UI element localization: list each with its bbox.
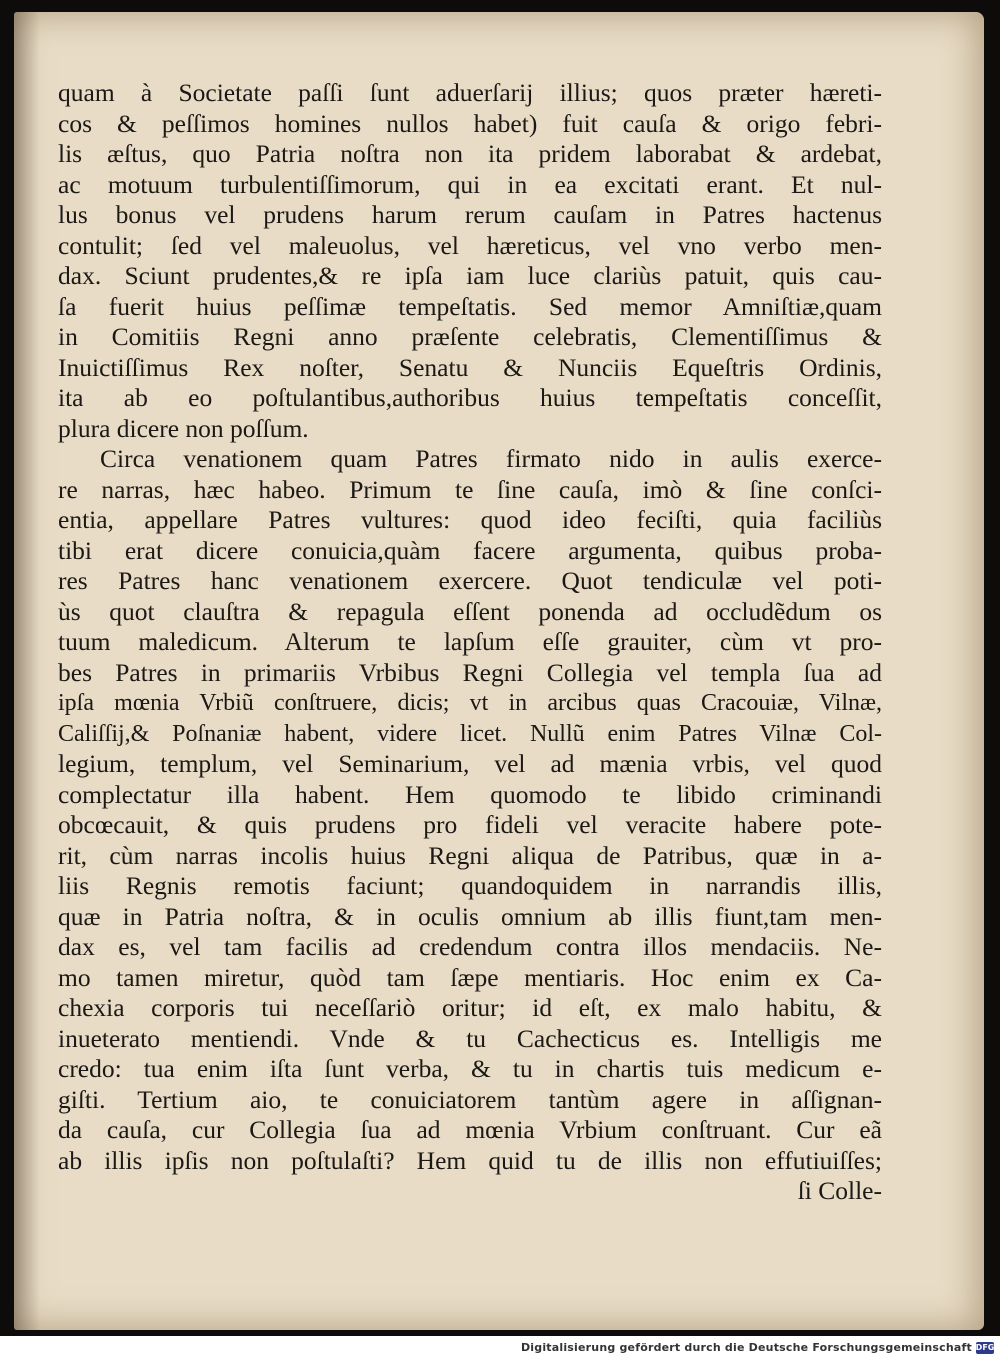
text-line: ac motuum turbulentiſſimorum, qui in ea excitati erant. Et nul- — [58, 169, 882, 199]
text-line: Caliſſij,& Poſnaniæ habent, videre licet. Nullũ enim Patres Vilnæ Col- — [58, 720, 882, 747]
text-line: Inuictiſſimus Rex noſter, Senatu & Nunciis Equeſtris Ordinis, — [58, 352, 882, 382]
text-line: rit, cùm narras incolis huius Regni aliqua de Patribus, quæ in a- — [58, 840, 882, 870]
text-line: lis æſtus, quo Patria noſtra non ita pridem laborabat & ardebat, — [58, 139, 882, 168]
text-line: contulit; ſed vel maleuolus, vel hæreticus, vel vno verbo men- — [58, 230, 882, 260]
text-line: ſa fuerit huius peſſimæ tempeſtatis. Sed memor Amniſtiæ,quam — [58, 291, 882, 321]
catchword: ſi Colle- — [797, 1176, 882, 1205]
text-line: plura dicere non poſſum. — [58, 413, 309, 443]
text-line: Circa venationem quam Patres firmato nido in aulis exerce- — [100, 444, 882, 473]
text-line: obcœcauit, & quis prudens pro fideli vel veracite habere pote- — [58, 810, 882, 839]
text-line: ipſa mœnia Vrbiũ conſtruere, dicis; vt in arcibus quas Cracouiæ, Vilnæ, — [58, 690, 882, 716]
text-line: quæ in Patria noſtra, & in oculis omnium ab illis fiunt,tam men- — [58, 901, 882, 931]
text-line: tuum maledicum. Alterum te lapſum eſſe grauiter, cùm vt pro- — [58, 627, 882, 656]
text-line: dax es, vel tam facilis ad credendum contra illos mendaciis. Ne- — [58, 932, 882, 961]
text-line: mo tamen miretur, quòd tam ſæpe mentiaris. Hoc enim ex Ca- — [58, 962, 882, 992]
text-line: quam à Societate paſſi ſunt aduerſarij illius; quos præter hæreti- — [58, 78, 882, 107]
text-line: complectatur illa habent. Hem quomodo te libido criminandi — [58, 779, 882, 809]
text-line: res Patres hanc venationem exercere. Quot tendiculæ vel poti- — [58, 566, 882, 595]
text-line: liis Regnis remotis faciunt; quandoquidem in narrandis illis, — [58, 871, 882, 900]
digitization-footer — [0, 1336, 1000, 1359]
text-line: legium, templum, vel Seminarium, vel ad mænia vrbis, vel quod — [58, 749, 882, 778]
text-line: re narras, hæc habeo. Primum te ſine cauſa, imò & ſine conſci- — [58, 474, 882, 504]
text-line: credo: tua enim iſta ſunt verba, & tu in chartis tuis medicum e- — [58, 1054, 882, 1083]
text-line: ita ab eo poſtulantibus,authoribus huius tempeſtatis conceſſit, — [58, 383, 882, 412]
text-line: inueterato mentiendi. Vnde & tu Cachecticus es. Intelligis me — [58, 1023, 882, 1053]
text-line: da cauſa, cur Collegia ſua ad mœnia Vrbium conſtruant. Cur eã — [58, 1115, 882, 1144]
text-line: giſti. Tertium aio, te conuiciatorem tantùm agere in aſſignan- — [58, 1084, 882, 1114]
text-line: entia, appellare Patres vultures: quod ideo feciſti, quia faciliùs — [58, 505, 882, 534]
text-line: ab illis ipſis non poſtulaſti? Hem quid tu de illis non effutiuiſſes; — [58, 1145, 882, 1175]
text-line: dax. Sciunt prudentes,& re ipſa iam luce clariùs patuit, quis cau- — [58, 261, 882, 290]
text-line: cos & peſſimos homines nullos habet) fuit cauſa & origo febri- — [58, 108, 882, 138]
text-line: tibi erat dicere conuicia,quàm facere argumenta, quibus proba- — [58, 535, 882, 565]
funding-credit: Digitalisierung gefördert durch die Deutsche Forschungsgemeinschaft — [520, 1341, 972, 1354]
text-line: chexia corporis tui neceſſariò oritur; id eſt, ex malo habitu, & — [58, 993, 882, 1022]
text-line: ùs quot clauſtra & repagula eſſent ponenda ad occludẽdum os — [58, 596, 882, 626]
book-page — [14, 12, 984, 1330]
text-line: in Comitiis Regni anno præſente celebratis, Clementiſſimus & — [58, 322, 882, 351]
dfg-logo-icon: DFG — [975, 1343, 995, 1352]
text-line: bes Patres in primariis Vrbibus Regni Collegia vel templa ſua ad — [58, 657, 882, 687]
page-text — [58, 78, 882, 1207]
text-line: lus bonus vel prudens harum rerum cauſam in Patres hactenus — [58, 200, 882, 229]
